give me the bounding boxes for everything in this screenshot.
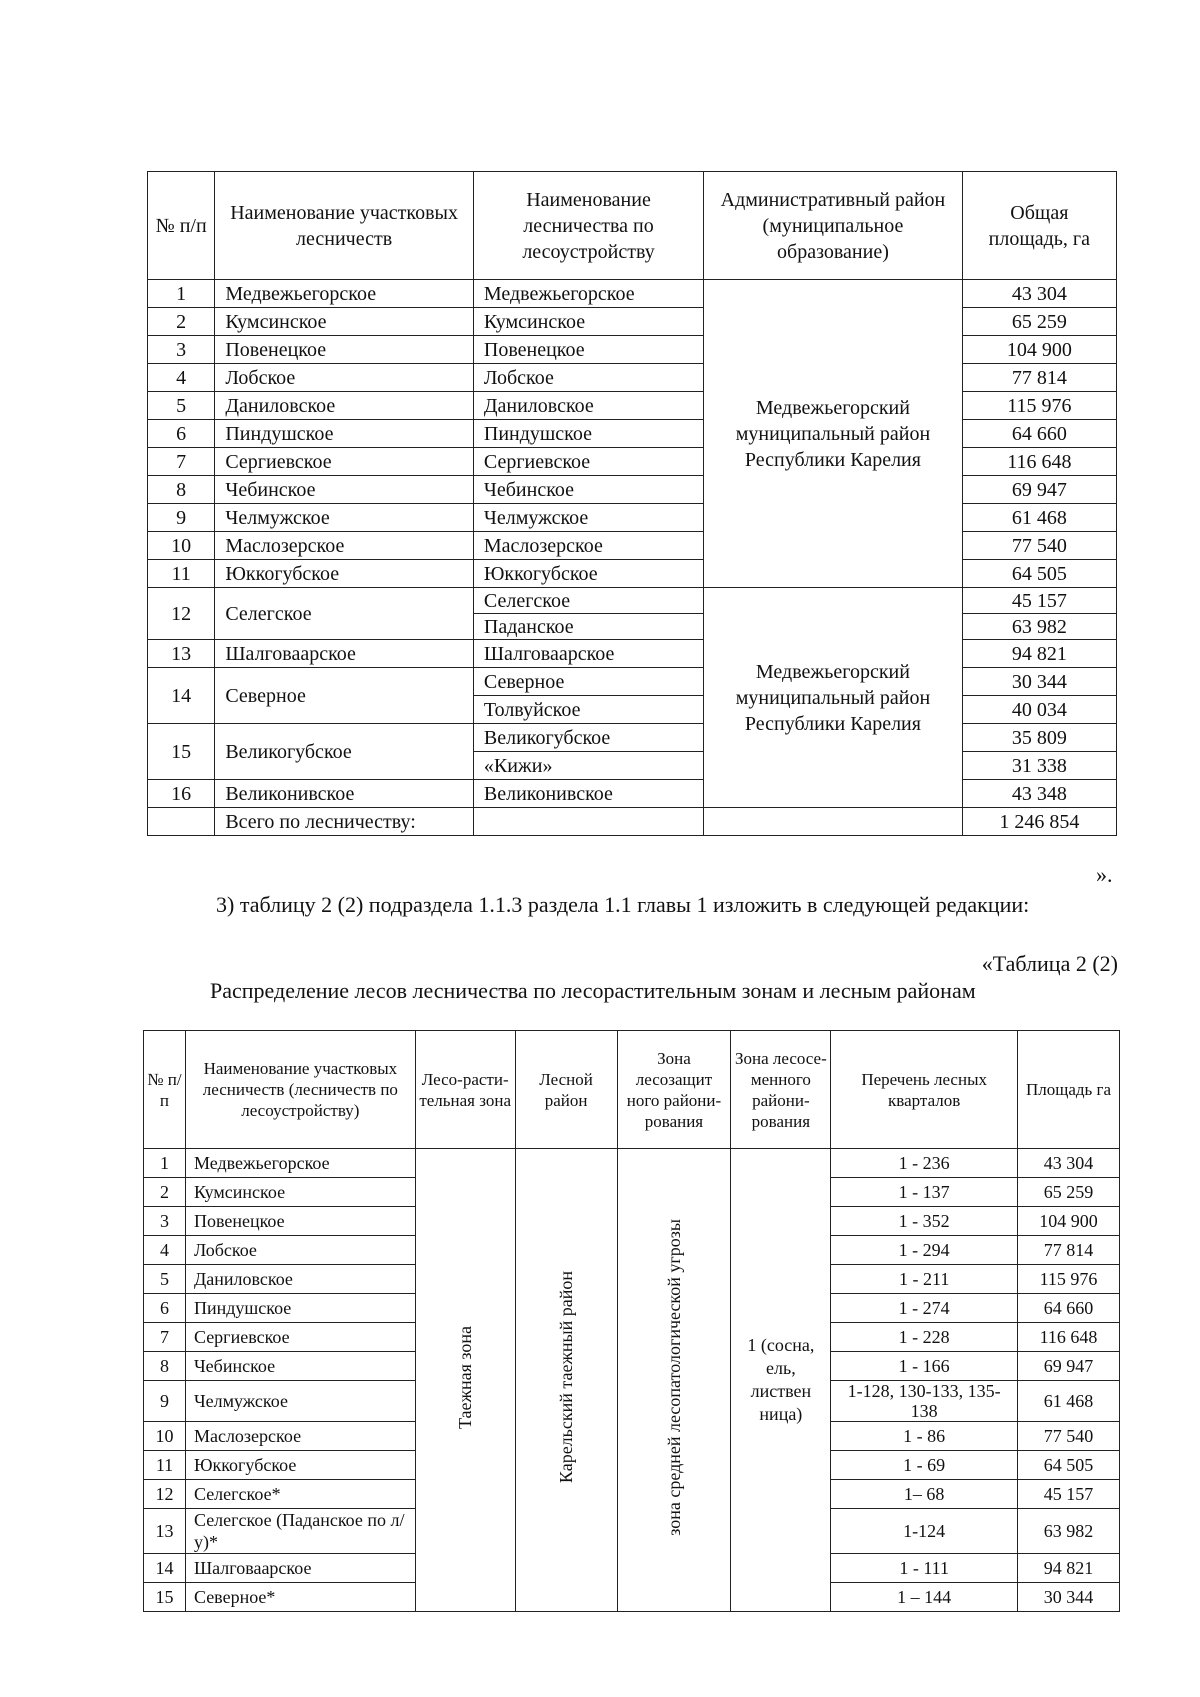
- total-label: Всего по лесничеству:: [215, 808, 474, 836]
- cell-name: Повенецкое: [215, 336, 474, 364]
- cell-les: Лобское: [473, 364, 703, 392]
- table-row: [148, 560, 1117, 588]
- table-row: [148, 364, 1117, 392]
- cell-num: 6: [148, 420, 215, 448]
- cell-num: 15: [148, 724, 215, 780]
- forest-rayon-text: Карельский таежный район: [556, 1271, 577, 1484]
- cell-area: 115 976: [1018, 1265, 1120, 1294]
- cell-les: Маслозерское: [473, 532, 703, 560]
- forest-zone-text: Таежная зона: [455, 1326, 476, 1429]
- cell-les: Великонивское: [473, 780, 703, 808]
- cell-area: 65 259: [1018, 1178, 1120, 1207]
- cell-area: 61 468: [962, 504, 1116, 532]
- cell-les: Челмужское: [473, 504, 703, 532]
- cell-area: 43 304: [962, 280, 1116, 308]
- col-header-ls: Зона лесосе-менного райони-рования: [731, 1031, 831, 1149]
- cell-les: Даниловское: [473, 392, 703, 420]
- total-row: [148, 808, 1117, 836]
- cell-area: 65 259: [962, 308, 1116, 336]
- table-row: [148, 476, 1117, 504]
- cell-area: 77 540: [962, 532, 1116, 560]
- cell-num: 12: [148, 588, 215, 640]
- table-row: [148, 420, 1117, 448]
- cell-area: 77 814: [1018, 1236, 1120, 1265]
- col-header-lz: Зона лесозащит ного райони-рования: [617, 1031, 731, 1149]
- cell-les: Медвежьегорское: [473, 280, 703, 308]
- cell-protection-zone: [617, 1149, 731, 1612]
- cell-les: Шалговаарское: [473, 640, 703, 668]
- cell-name: Даниловское: [185, 1265, 415, 1294]
- cell-name: Лобское: [185, 1236, 415, 1265]
- cell-les: Чебинское: [473, 476, 703, 504]
- cell-num-empty: [148, 808, 215, 836]
- cell-rayon-group-b: Медвежьегорский муниципальный район Республики Карелия: [704, 588, 963, 808]
- cell-area: 45 157: [1018, 1480, 1120, 1509]
- cell-num: 10: [144, 1422, 186, 1451]
- table-header-row: [144, 1031, 1120, 1149]
- cell-quarters: 1 - 69: [831, 1451, 1018, 1480]
- col-header-rayon: Административный район (муниципальное образование): [704, 172, 963, 280]
- cell-name: Чебинское: [185, 1352, 415, 1381]
- cell-area: 64 505: [1018, 1451, 1120, 1480]
- cell-area: 69 947: [1018, 1352, 1120, 1381]
- cell-num: 11: [148, 560, 215, 588]
- cell-name: Шалговаарское: [185, 1554, 415, 1583]
- cell-name: Маслозерское: [185, 1422, 415, 1451]
- cell-quarters: 1 - 137: [831, 1178, 1018, 1207]
- cell-les: «Кижи»: [473, 752, 703, 780]
- cell-name: Маслозерское: [215, 532, 474, 560]
- cell-area: 43 304: [1018, 1149, 1120, 1178]
- cell-area: 40 034: [962, 696, 1116, 724]
- cell-quarters: 1– 68: [831, 1480, 1018, 1509]
- forestry-table-1: [147, 171, 1117, 836]
- cell-area: 115 976: [962, 392, 1116, 420]
- cell-num: 8: [144, 1352, 186, 1381]
- cell-area: 64 505: [962, 560, 1116, 588]
- col-header-les: Наименование лесничества по лесоустройству: [473, 172, 703, 280]
- cell-area: 30 344: [1018, 1583, 1120, 1612]
- col-header-area: Площадь га: [1018, 1031, 1120, 1149]
- cell-empty: [473, 808, 703, 836]
- cell-num: 9: [144, 1381, 186, 1422]
- cell-les: Пиндушское: [473, 420, 703, 448]
- protection-zone-text: зона средней лесопатологической угрозы: [663, 1219, 684, 1536]
- cell-les: Повенецкое: [473, 336, 703, 364]
- cell-forest-zone: [415, 1149, 515, 1612]
- cell-area: 104 900: [1018, 1207, 1120, 1236]
- cell-area: 94 821: [962, 640, 1116, 668]
- table-row: [148, 780, 1117, 808]
- cell-num: 13: [144, 1509, 186, 1554]
- col-header-num: № п/п: [144, 1031, 186, 1149]
- cell-quarters: 1 - 294: [831, 1236, 1018, 1265]
- cell-num: 7: [148, 448, 215, 476]
- cell-num: 2: [144, 1178, 186, 1207]
- cell-num: 10: [148, 532, 215, 560]
- col-header-num: № п/п: [148, 172, 215, 280]
- cell-num: 13: [148, 640, 215, 668]
- cell-name: Челмужское: [185, 1381, 415, 1422]
- table-row: [144, 1149, 1120, 1178]
- cell-area: 77 540: [1018, 1422, 1120, 1451]
- table-2-title: Распределение лесов лесничества по лесорастительным зонам и лесным районам: [210, 978, 976, 1003]
- cell-num: 12: [144, 1480, 186, 1509]
- cell-area: 63 982: [962, 614, 1116, 640]
- cell-seed-zone: 1 (сосна, ель, листвен ница): [731, 1149, 831, 1612]
- cell-area: 64 660: [1018, 1294, 1120, 1323]
- cell-num: 3: [144, 1207, 186, 1236]
- table-2-label: «Таблица 2 (2): [981, 951, 1118, 976]
- table-row: [148, 724, 1117, 752]
- cell-num: 14: [148, 668, 215, 724]
- table-row: [148, 392, 1117, 420]
- cell-quarters: 1 - 274: [831, 1294, 1018, 1323]
- cell-area: 104 900: [962, 336, 1116, 364]
- cell-num: 4: [144, 1236, 186, 1265]
- col-header-name: Наименование участковых лесничеств: [215, 172, 474, 280]
- col-header-name: Наименование участковых лесничеств (лесничеств по лесоустройству): [185, 1031, 415, 1149]
- cell-name: Северное*: [185, 1583, 415, 1612]
- cell-name: Кумсинское: [185, 1178, 415, 1207]
- cell-quarters: 1 - 228: [831, 1323, 1018, 1352]
- cell-quarters: 1-128, 130-133, 135-138: [831, 1381, 1018, 1422]
- cell-num: 9: [148, 504, 215, 532]
- end-quote: ».: [1096, 862, 1113, 887]
- cell-name: Кумсинское: [215, 308, 474, 336]
- cell-name: Челмужское: [215, 504, 474, 532]
- table-row: [148, 532, 1117, 560]
- cell-empty: [704, 808, 963, 836]
- cell-num: 5: [148, 392, 215, 420]
- cell-les: Кумсинское: [473, 308, 703, 336]
- cell-name: Шалговаарское: [215, 640, 474, 668]
- cell-name: Лобское: [215, 364, 474, 392]
- cell-quarters: 1 - 352: [831, 1207, 1018, 1236]
- cell-num: 5: [144, 1265, 186, 1294]
- cell-les: Северное: [473, 668, 703, 696]
- table-row: [148, 504, 1117, 532]
- table-row: [148, 588, 1117, 614]
- cell-num: 11: [144, 1451, 186, 1480]
- cell-name: Повенецкое: [185, 1207, 415, 1236]
- cell-rayon-group-a: Медвежьегорский муниципальный район Республики Карелия: [704, 280, 963, 588]
- amendment-paragraph: 3) таблицу 2 (2) подраздела 1.1.3 раздела 1.1 главы 1 изложить в следующей редакции:: [216, 892, 1030, 917]
- cell-area: 35 809: [962, 724, 1116, 752]
- cell-name: Чебинское: [215, 476, 474, 504]
- cell-area: 61 468: [1018, 1381, 1120, 1422]
- table-row: [148, 448, 1117, 476]
- cell-area: 43 348: [962, 780, 1116, 808]
- cell-name: Селегское (Паданское по л/у)*: [185, 1509, 415, 1554]
- cell-quarters: 1 - 86: [831, 1422, 1018, 1451]
- cell-quarters: 1 – 144: [831, 1583, 1018, 1612]
- cell-name: Сергиевское: [215, 448, 474, 476]
- forestry-table-2: [143, 1030, 1120, 1612]
- cell-area: 94 821: [1018, 1554, 1120, 1583]
- cell-num: 14: [144, 1554, 186, 1583]
- cell-area: 63 982: [1018, 1509, 1120, 1554]
- cell-area: 31 338: [962, 752, 1116, 780]
- cell-quarters: 1 - 111: [831, 1554, 1018, 1583]
- cell-les: Паданское: [473, 614, 703, 640]
- cell-num: 1: [148, 280, 215, 308]
- cell-name: Селегское: [215, 588, 474, 640]
- cell-name: Юккогубское: [185, 1451, 415, 1480]
- table-header-row: [148, 172, 1117, 280]
- cell-les: Великогубское: [473, 724, 703, 752]
- cell-name: Северное: [215, 668, 474, 724]
- cell-num: 7: [144, 1323, 186, 1352]
- cell-name: Великогубское: [215, 724, 474, 780]
- cell-name: Юккогубское: [215, 560, 474, 588]
- cell-num: 6: [144, 1294, 186, 1323]
- cell-quarters: 1 - 236: [831, 1149, 1018, 1178]
- cell-num: 15: [144, 1583, 186, 1612]
- total-area: 1 246 854: [962, 808, 1116, 836]
- cell-area: 30 344: [962, 668, 1116, 696]
- cell-les: Толвуйское: [473, 696, 703, 724]
- cell-les: Селегское: [473, 588, 703, 614]
- table-row: [148, 280, 1117, 308]
- cell-quarters: 1-124: [831, 1509, 1018, 1554]
- table-row: [148, 640, 1117, 668]
- cell-name: Сергиевское: [185, 1323, 415, 1352]
- cell-num: 1: [144, 1149, 186, 1178]
- cell-area: 64 660: [962, 420, 1116, 448]
- cell-area: 77 814: [962, 364, 1116, 392]
- cell-name: Медвежьегорское: [185, 1149, 415, 1178]
- cell-num: 8: [148, 476, 215, 504]
- cell-num: 4: [148, 364, 215, 392]
- cell-area: 116 648: [1018, 1323, 1120, 1352]
- cell-quarters: 1 - 166: [831, 1352, 1018, 1381]
- table-row: [148, 336, 1117, 364]
- cell-name: Великонивское: [215, 780, 474, 808]
- col-header-rayon: Лесной район: [515, 1031, 617, 1149]
- cell-name: Пиндушское: [215, 420, 474, 448]
- cell-area: 45 157: [962, 588, 1116, 614]
- cell-les: Сергиевское: [473, 448, 703, 476]
- cell-area: 116 648: [962, 448, 1116, 476]
- cell-num: 2: [148, 308, 215, 336]
- cell-num: 16: [148, 780, 215, 808]
- cell-quarters: 1 - 211: [831, 1265, 1018, 1294]
- cell-name: Медвежьегорское: [215, 280, 474, 308]
- cell-name: Пиндушское: [185, 1294, 415, 1323]
- col-header-kv: Перечень лесных кварталов: [831, 1031, 1018, 1149]
- cell-forest-rayon: [515, 1149, 617, 1612]
- cell-name: Селегское*: [185, 1480, 415, 1509]
- col-header-area: Общая площадь, га: [962, 172, 1116, 280]
- cell-name: Даниловское: [215, 392, 474, 420]
- table-row: [148, 668, 1117, 696]
- cell-les: Юккогубское: [473, 560, 703, 588]
- cell-area: 69 947: [962, 476, 1116, 504]
- table-row: [148, 308, 1117, 336]
- col-header-zone: Лесо-расти-тельная зона: [415, 1031, 515, 1149]
- cell-num: 3: [148, 336, 215, 364]
